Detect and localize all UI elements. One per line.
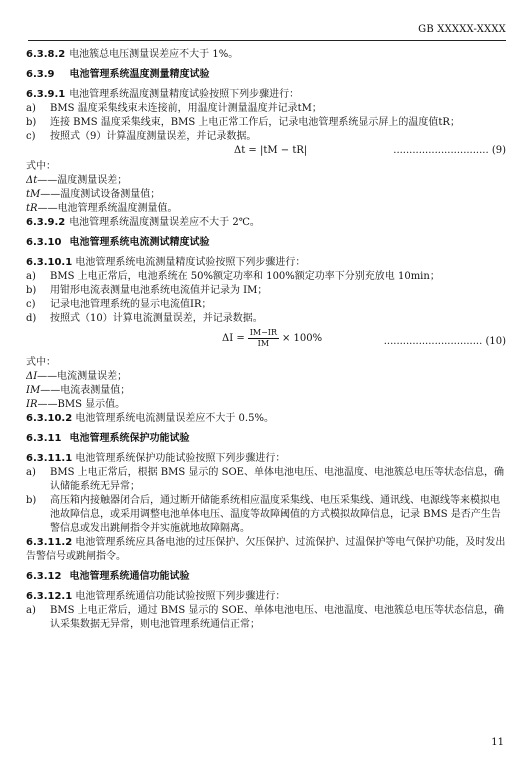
variable-def: Δt——温度测量误差；	[26, 175, 128, 186]
clause-6-3-12-1: 6.3.12.1 电池管理系统通信功能试验按照下列步骤进行：	[26, 591, 286, 602]
header-rule	[28, 40, 506, 41]
clause-6-3-11-2: 6.3.11.2 电池管理系统应具备电池的过压保护、欠压保护、过流保护、过温保护等电气保护功能，及时发出告警信号或跳闸指令。	[26, 537, 506, 562]
clause-6-3-10-1: 6.3.10.1 电池管理系统电流测量精度试验按照下列步骤进行：	[26, 257, 306, 268]
clause-6-3-9-1: 6.3.9.1 电池管理系统温度测量精度试验按照下列步骤进行：	[26, 89, 300, 100]
clause-6-3-9-2: 6.3.9.2 电池管理系统温度测量误差应不大于 2℃。	[26, 217, 260, 228]
fraction: $\frac{IM-IR}{IM}$	[249, 328, 277, 348]
variable-def: IR——BMS 显示值。	[26, 399, 126, 410]
list-item: b) 连接 BMS 温度采集线束，BMS 上电正常工作后，记录电池管理系统显示屏上的温度值tR；	[26, 117, 460, 128]
list-item: d) 按照式（10）计算电流测量误差，并记录数据。	[26, 313, 263, 324]
clause-6-3-8-2: 6.3.8.2 电池簇总电压测量误差应不大于 1%。	[26, 49, 239, 60]
heading-6-3-11: 6.3.11 电池管理系统保护功能试验	[26, 433, 190, 444]
list-item: b) 高压箱内接触器闭合后，通过断开储能系统相应温度采集线、电压采集线、通讯线、电源线等来模拟电池故障信息，或采用调整电池单体电压、温度等故障阈值的方式模拟故障信息，记录 BMS 是否产生告警信息或发出跳闸指令并实施就地故障隔离。	[26, 495, 501, 534]
list-item: c) 记录电池管理系统的显示电流值IR；	[26, 299, 212, 310]
formula-10: ΔI = $\frac{IM-IR}{IM}$ × 100% ............................... (10)	[222, 328, 506, 348]
where-label: 式中：	[26, 161, 56, 172]
variable-def: tR——电池管理系统温度测量值。	[26, 203, 178, 214]
heading-6-3-10: 6.3.10 电池管理系统电流测试精度试验	[26, 237, 210, 248]
clause-6-3-11-1: 6.3.11.1 电池管理系统保护功能试验按照下列步骤进行：	[26, 453, 286, 464]
list-item: a) BMS 温度采集线束未连接前，用温度计测量温度并记录tM；	[26, 103, 322, 114]
header-doc-id: GB XXXXX-XXXX	[418, 24, 506, 35]
where-label: 式中：	[26, 357, 56, 368]
variable-def: IM——电流表测量值；	[26, 385, 131, 396]
variable-def: tM——温度测试设备测量值；	[26, 189, 161, 200]
heading-6-3-9: 6.3.9 电池管理系统温度测量精度试验	[26, 69, 210, 80]
variable-def: ΔI——电流测量误差；	[26, 371, 128, 382]
clause-6-3-10-2: 6.3.10.2 电池管理系统电流测量误差应不大于 0.5%。	[26, 413, 274, 424]
formula-9: Δt = |tM − tR| .............................. (9)	[234, 145, 506, 156]
document-body	[26, 48, 506, 632]
list-item: b) 用钳形电流表测量电池系统电流值并记录为 IM；	[26, 285, 268, 296]
page-number: 11	[491, 737, 504, 748]
list-item: a) BMS 上电正常后，根据 BMS 显示的 SOE、单体电池电压、电池温度、电池簇总电压等状态信息，确认储能系统无异常；	[26, 467, 504, 492]
heading-6-3-12: 6.3.12 电池管理系统通信功能试验	[26, 571, 190, 582]
list-item: a) BMS 上电正常后，通过 BMS 显示的 SOE、单体电池电压、电池温度、电池簇总电压等状态信息，确认采集数据无异常，则电池管理系统通信正常；	[26, 605, 504, 630]
list-item: a) BMS 上电正常后，电池系统在 50%额定功率和 100%额定功率下分别充放电 10min；	[26, 271, 440, 282]
list-item: c) 按照式（9）计算温度测量误差，并记录数据。	[26, 131, 257, 142]
